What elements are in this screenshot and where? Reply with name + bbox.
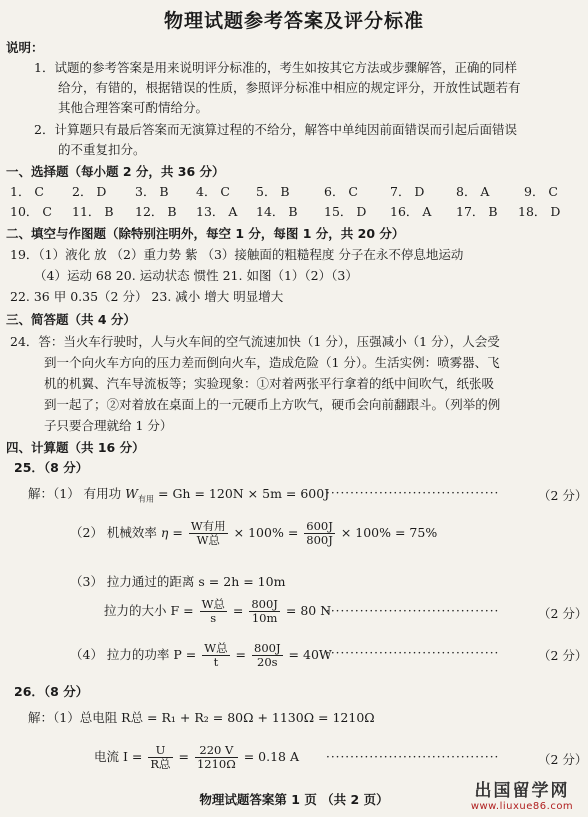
fraction: $\frac{600J}{800J}$ [306, 519, 333, 547]
section-1-title: 一、选择题（每小题 2 分，共 36 分） [6, 164, 225, 179]
mc-answer: 3． B [135, 184, 169, 199]
mc-answer: 18． D [518, 204, 561, 219]
note-line: 给分，有错的，根据错误的性质，参照评分标准中相应的规定评分，开放性试题若有 [58, 80, 521, 95]
mc-answer: 4． C [196, 184, 230, 199]
section-4-title: 四、计算题（共 16 分） [6, 440, 145, 455]
leader-dots: ···································· [326, 750, 500, 764]
q25-step-3b: 拉力的大小 F = $\frac{\text{W总}}{s}$ = $\frac{800J}{10m}$ = 80 N [104, 597, 332, 625]
q25-step-2: （2） 机械效率 η = $\frac{\text{W有用}}{\text{W总}}$ × 100% = $\frac{600J}{800J}$ × 100% = 75% [70, 519, 438, 547]
fill-answer-line: （4）运动 68 20. 运动状态 惯性 21. 如图（1）（2）（3） [34, 268, 358, 283]
leader-dots: ···································· [326, 486, 500, 500]
mc-answer: 10． C [10, 204, 52, 219]
short-answer-line: 到一个向火车方向的压力差而倒向火车，造成危险（1 分）。生活实例：喷雾器、飞 [44, 355, 500, 370]
mc-answer: 5． B [256, 184, 290, 199]
efficiency-symbol: η = [160, 525, 187, 540]
score-label: （2 分） [538, 488, 588, 503]
q26-step-2: 电流 I = $\frac{U}{\text{R总}}$ = $\frac{220 V}{1210\Omega}$ = 0.18 A [94, 743, 300, 771]
section-3-title: 三、简答题（共 4 分） [6, 312, 136, 327]
score-label: （2 分） [538, 606, 588, 621]
fraction: $\frac{220 V}{1210\Omega}$ [196, 743, 236, 771]
fraction: $\frac{\text{W有用}}{\text{W总}}$ [190, 519, 226, 547]
fill-answer-line: 22. 36 甲 0.35（2 分） 23. 减小 增大 明显增大 [10, 289, 284, 304]
mc-answer: 16． A [390, 204, 432, 219]
score-label: （2 分） [538, 752, 588, 767]
fraction: $\frac{800J}{10m}$ [251, 597, 278, 625]
q25-step-1-expr: = Gh = 120N × 5m = 600J [154, 486, 330, 501]
mc-answer: 7． D [390, 184, 425, 199]
notes-heading: 说明： [6, 40, 44, 55]
mc-answer: 8． A [456, 184, 490, 199]
short-answer-line: 子只要合理就给 1 分） [44, 418, 173, 433]
section-2-title: 二、填空与作图题（除特别注明外，每空 1 分，每图 1 分，共 20 分） [6, 226, 405, 241]
q25-step-1-label: 解：（1） 有用功 [28, 486, 122, 501]
note-line: 的不重复扣分。 [58, 142, 146, 157]
mc-answer: 11． B [72, 204, 114, 219]
q25-step-3: （3） 拉力通过的距离 s = 2h = 10m [70, 574, 286, 589]
q25-step-1 [28, 486, 329, 508]
fraction: $\frac{800J}{20s}$ [254, 641, 281, 669]
leader-dots: ···································· [326, 646, 500, 660]
watermark-title: 出国留学网 [474, 781, 570, 801]
q25-step-2-label: （2） 机械效率 [70, 525, 157, 540]
short-answer-line: 机的机翼、汽车导流板等；实验现象：①对着两张平行拿着的纸中间吹气，纸张吸 [44, 376, 495, 391]
note-line: 其他合理答案可酌情给分。 [58, 100, 209, 115]
short-answer-line: 到一起了；②对着放在桌面上的一元硬币上方吹气，硬币会向前翻跟斗。（列举的例 [44, 397, 501, 412]
mc-answer: 6． C [324, 184, 358, 199]
score-label: （2 分） [538, 648, 588, 663]
note-line: 2．计算题只有最后答案而无演算过程的不给分，解答中单纯因前面错误而引起后面错误 [34, 122, 517, 137]
page-footer: 物理试题答案第 1 页 （共 2 页） [199, 792, 389, 807]
leader-dots: ···································· [326, 604, 500, 618]
fraction: $\frac{U}{\text{R总}}$ [150, 743, 171, 771]
fraction: $\frac{\text{W总}}{t}$ [204, 641, 228, 669]
mc-answer: 1． C [10, 184, 44, 199]
mc-answer: 12． B [135, 204, 177, 219]
mc-answer: 2． D [72, 184, 107, 199]
q26-step-1: 解：（1）总电阻 R总 = R₁ + R₂ = 80Ω + 1130Ω = 1210Ω [28, 710, 375, 725]
q25-step-4: （4） 拉力的功率 P = $\frac{\text{W总}}{t}$ = $\frac{800J}{20s}$ = 40W [70, 641, 332, 669]
page-title: 物理试题参考答案及评分标准 [163, 10, 424, 32]
work-subscript: 有用 [138, 494, 155, 504]
short-answer-line: 24．答：当火车行驶时，人与火车间的空气流速加快（1 分），压强减小（1 分），人会受 [10, 334, 500, 349]
q25-heading: 25．（8 分） [14, 460, 89, 475]
note-line: 1．试题的参考答案是用来说明评分标准的，考生如按其它方法或步骤解答，正确的同样 [34, 60, 517, 75]
watermark-url: www.liuxue86.com [470, 801, 574, 812]
fraction: $\frac{\text{W总}}{s}$ [201, 597, 225, 625]
work-symbol: W [125, 486, 139, 501]
mc-answer: 14． B [256, 204, 298, 219]
site-watermark [458, 776, 586, 812]
mc-answer: 15． D [324, 204, 367, 219]
mc-answer: 9． C [524, 184, 558, 199]
q26-heading: 26．（8 分） [14, 684, 89, 699]
fill-answer-line: 19．（1）液化 放 （2）重力势 紫 （3）接触面的粗糙程度 分子在永不停息地运动 [10, 247, 464, 262]
mc-answer: 13． A [196, 204, 238, 219]
mc-answer: 17． B [456, 204, 498, 219]
